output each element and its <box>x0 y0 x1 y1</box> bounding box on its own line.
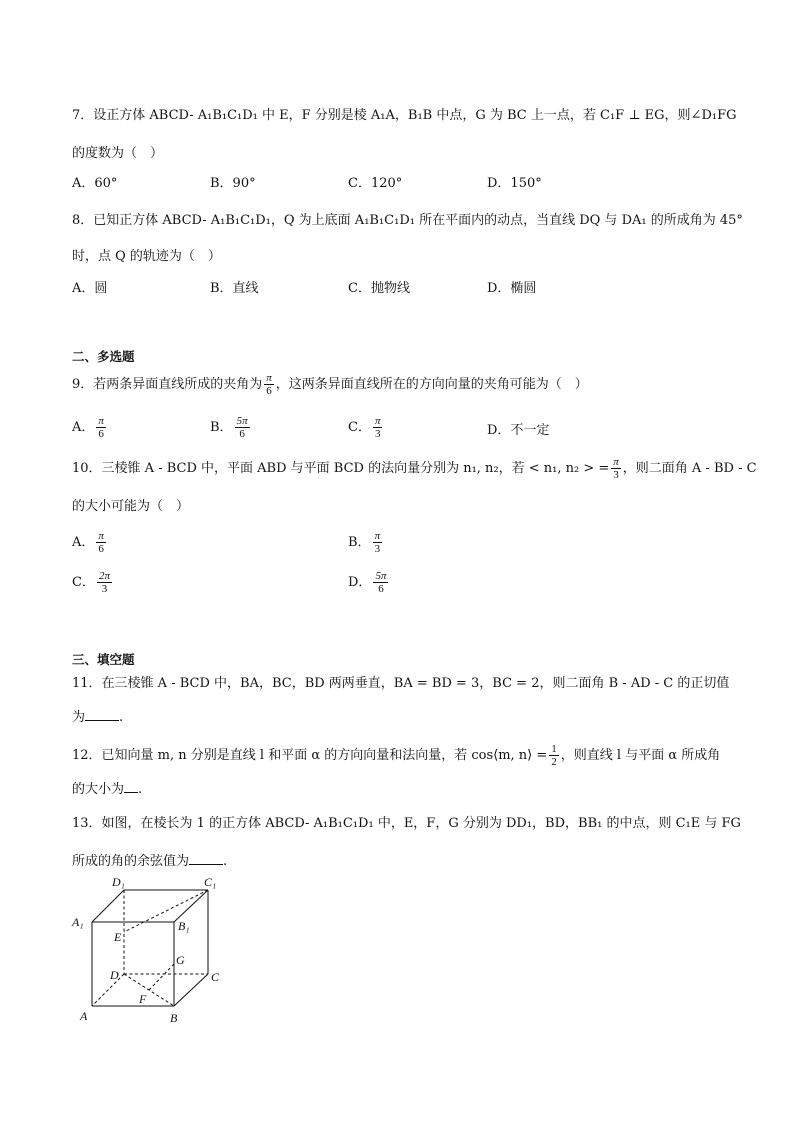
q11-line2-end: . <box>119 710 124 725</box>
q10-option-d-den: 6 <box>378 583 384 595</box>
q9-option-b-label: B． <box>210 420 233 435</box>
q12-frac-den: 2 <box>551 756 557 768</box>
q12-text-a: 12．已知向量 m, n 分别是直线 l 和平面 α 的方向向量和法向量，若 cos⟨m, n⟩ = <box>72 748 548 763</box>
q7-option-d: D．150° <box>487 176 542 191</box>
q10-line1 <box>72 456 757 481</box>
q8-line2: 时，点 Q 的轨迹为（ ） <box>72 249 221 264</box>
segment-c1-e <box>124 890 208 932</box>
q9-option-d-text: 不一定 <box>510 423 550 438</box>
q9-option-a-den: 6 <box>98 428 104 440</box>
q9-option-b-den: 6 <box>239 428 245 440</box>
q10-option-a-label: A． <box>72 535 95 550</box>
q12-fraction <box>549 743 559 768</box>
q13-line2 <box>72 852 227 871</box>
q9-option-b <box>210 415 252 440</box>
q10-option-c-num: 2π <box>98 570 110 582</box>
q10-option-c-label: C． <box>72 575 95 590</box>
q10-text-b: ，则二面角 A - BD - C <box>622 461 757 476</box>
q10-frac-den: 3 <box>613 469 619 481</box>
label-f: F <box>139 992 147 1006</box>
q11-line1: 11．在三棱锥 A - BCD 中，BA，BC，BD 两两垂直，BA = BD = 3，BC = 2，则二面角 B - AD - C 的正切值 <box>72 676 730 691</box>
q12-answer-blank <box>124 780 138 793</box>
q9-option-a-label: A． <box>72 420 95 435</box>
q10-option-a-den: 6 <box>98 543 104 555</box>
q12-text-b: ，则直线 l 与平面 α 所成角 <box>560 748 721 763</box>
q12-line2-text: 的大小为 <box>72 782 125 797</box>
q10-line2: 的大小可能为（ ） <box>72 499 190 514</box>
q10-frac-num: π <box>613 456 619 468</box>
q13-answer-blank <box>189 852 223 865</box>
q12-frac-num: 1 <box>551 743 557 755</box>
q12-line2-end: . <box>138 782 143 797</box>
label-e: E <box>114 930 122 944</box>
q10-option-a-num: π <box>98 530 104 542</box>
label-c1: C₁ <box>204 875 217 889</box>
q9-option-c <box>348 415 384 440</box>
q9-text-a: 9．若两条异面直线所成的夹角为 <box>72 377 263 392</box>
q10-text-a: 10．三棱锥 A - BCD 中，平面 ABD 与平面 BCD 的法向量分别为 n₁, n₂，若 < n₁, n₂ > = <box>72 461 610 476</box>
edge-a1-d1 <box>92 890 124 922</box>
q10-option-b-den: 3 <box>374 543 381 555</box>
label-g: G <box>176 953 185 967</box>
q11-line2-text: 为 <box>72 710 86 725</box>
edge-d-a <box>92 974 124 1006</box>
q8-option-d: D．椭圆 <box>487 281 537 296</box>
q8-option-b: B．直线 <box>210 281 259 296</box>
q9-line1 <box>72 372 588 397</box>
q10-option-b <box>348 530 384 555</box>
q9-fraction <box>264 372 274 397</box>
segment-f-g <box>149 964 174 990</box>
q10-option-d <box>348 570 390 595</box>
q10-option-a <box>72 530 108 555</box>
q10-fraction <box>611 456 621 481</box>
q12-line1 <box>72 743 720 768</box>
q7-line2: 的度数为（ ） <box>72 146 164 161</box>
q8-option-a: A．圆 <box>72 281 108 296</box>
q8-line1: 8．已知正方体 ABCD- A₁B₁C₁D₁，Q 为上底面 A₁B₁C₁D₁ 所在平面内的动点，当直线 DQ 与 DA₁ 的所成角为 45° <box>72 213 743 228</box>
q9-option-d-label: D． <box>487 423 511 438</box>
q10-option-d-num: 5π <box>375 570 387 582</box>
q12-line2 <box>72 780 142 799</box>
edge-c1-b1 <box>174 890 208 922</box>
cube-figure <box>68 872 238 1032</box>
q7-option-c: C．120° <box>348 176 403 191</box>
q11-line2 <box>72 708 123 727</box>
q10-option-d-label: D． <box>348 575 372 590</box>
q9-text-b: ，这两条异面直线所在的方向向量的夹角可能为（ ） <box>275 377 588 392</box>
q10-option-b-num: π <box>374 530 381 542</box>
q11-answer-blank <box>85 708 119 721</box>
q9-option-c-num: π <box>374 415 381 427</box>
q10-option-c-den: 3 <box>101 583 108 595</box>
label-b: B <box>170 1011 178 1025</box>
q13-line2-text: 所成的角的余弦值为 <box>72 854 190 869</box>
label-c: C <box>211 970 220 984</box>
q9-option-b-num: 5π <box>236 415 248 427</box>
q13-line1: 13．如图，在棱长为 1 的正方体 ABCD- A₁B₁C₁D₁ 中，E，F，G 分别为 DD₁，BD，BB₁ 的中点，则 C₁E 与 FG <box>72 816 741 831</box>
label-a1: A₁ <box>72 915 84 929</box>
label-d: D <box>110 968 119 982</box>
label-b1: B₁ <box>178 919 190 933</box>
q10-option-c <box>72 570 114 595</box>
label-d1: D₁ <box>112 875 125 889</box>
q9-option-c-label: C． <box>348 420 371 435</box>
q13-line2-end: . <box>223 854 228 869</box>
q7-line1: 7．设正方体 ABCD- A₁B₁C₁D₁ 中 E，F 分别是棱 A₁A，B₁B 中点，G 为 BC 上一点，若 C₁F ⊥ EG，则∠D₁FG <box>72 108 737 123</box>
q9-option-a <box>72 415 108 440</box>
section-heading-multiple-choice: 二、多选题 <box>72 349 135 364</box>
section-heading-fill-in: 三、填空题 <box>72 652 135 667</box>
label-a: A <box>80 1009 88 1023</box>
q8-option-c: C．抛物线 <box>348 281 410 296</box>
q7-option-a: A．60° <box>72 176 118 191</box>
q9-option-d <box>487 422 549 440</box>
q9-option-a-num: π <box>98 415 104 427</box>
edge-c-b <box>174 974 208 1006</box>
q9-frac-num: π <box>266 372 272 384</box>
q7-option-b: B．90° <box>210 176 256 191</box>
q9-frac-den: 6 <box>266 385 272 397</box>
q9-option-c-den: 3 <box>374 428 381 440</box>
q10-option-b-label: B． <box>348 535 371 550</box>
